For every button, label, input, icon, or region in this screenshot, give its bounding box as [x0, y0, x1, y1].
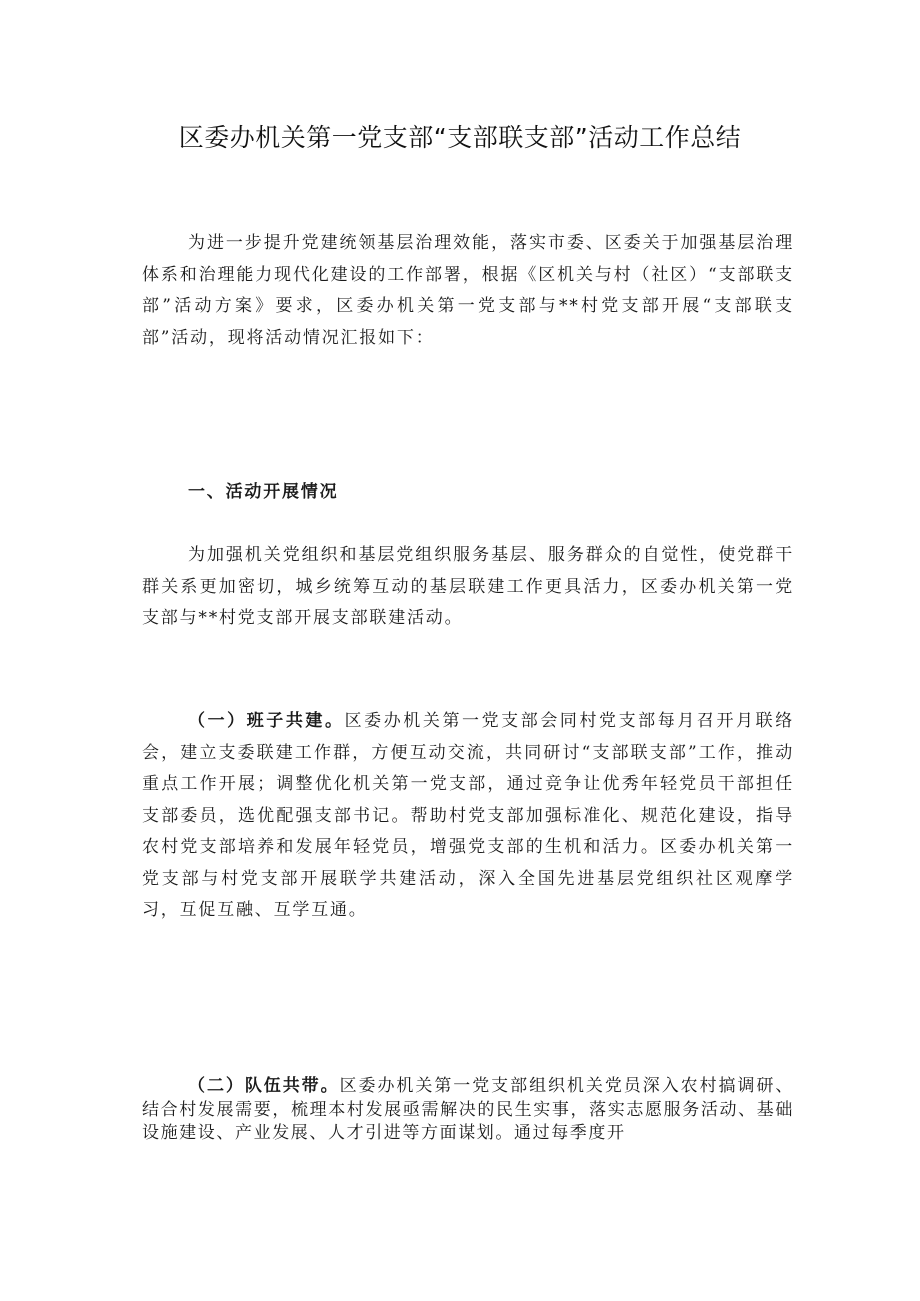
section-paragraph: 为加强机关党组织和基层党组织服务基层、服务群众的自觉性，使党群干群关系更加密切，城乡统筹互动的基层联建工作更具活力，区委办机关第一党支部与**村党支部开展支部联建活动。: [142, 545, 794, 628]
item-two-text: 区委办机关第一党支部组织机关党员深入农村搞调研、结合村发展需要，梳理本村发展亟需解决的民生实事，落实志愿服务活动、基础设施建设、产业发展、人才引进等方面谋划。通过每季度开: [142, 1076, 794, 1143]
section-heading: 一、活动开展情况: [188, 482, 339, 502]
item-one-paragraph: [142, 706, 794, 927]
document-title: 区委办机关第一党支部“支部联支部”活动工作总结: [178, 123, 742, 152]
item-two-label: （二）队伍共带。: [188, 1076, 340, 1096]
item-one-text: 区委办机关第一党支部会同村党支部每月召开月联络会，建立支委联建工作群，方便互动交流，共同研讨“支部联支部”工作，推动重点工作开展；调整优化机关第一党支部，通过竞争让优秀年轻党员干部担任支部委员，选优配强支部书记。帮助村党支部加强标准化、规范化建设，指导农村党支部培养和发展年轻党员，增强党支部的生机和活力。区委办机关第一党支部与村党支部开展联学共建活动，深入全国先进基层党组织社区观摩学习，互促互融、互学互通。: [142, 711, 794, 920]
intro-paragraph: 为进一步提升党建统领基层治理效能，落实市委、区委关于加强基层治理体系和治理能力现代化建设的工作部署，根据《区机关与村（社区）“支部联支部”活动方案》要求，区委办机关第一党支部与**村党支部开展“支部联支部”活动，现将活动情况汇报如下：: [142, 233, 794, 348]
item-two-paragraph: [142, 1075, 794, 1146]
item-one-label: （一）班子共建。: [188, 711, 345, 731]
